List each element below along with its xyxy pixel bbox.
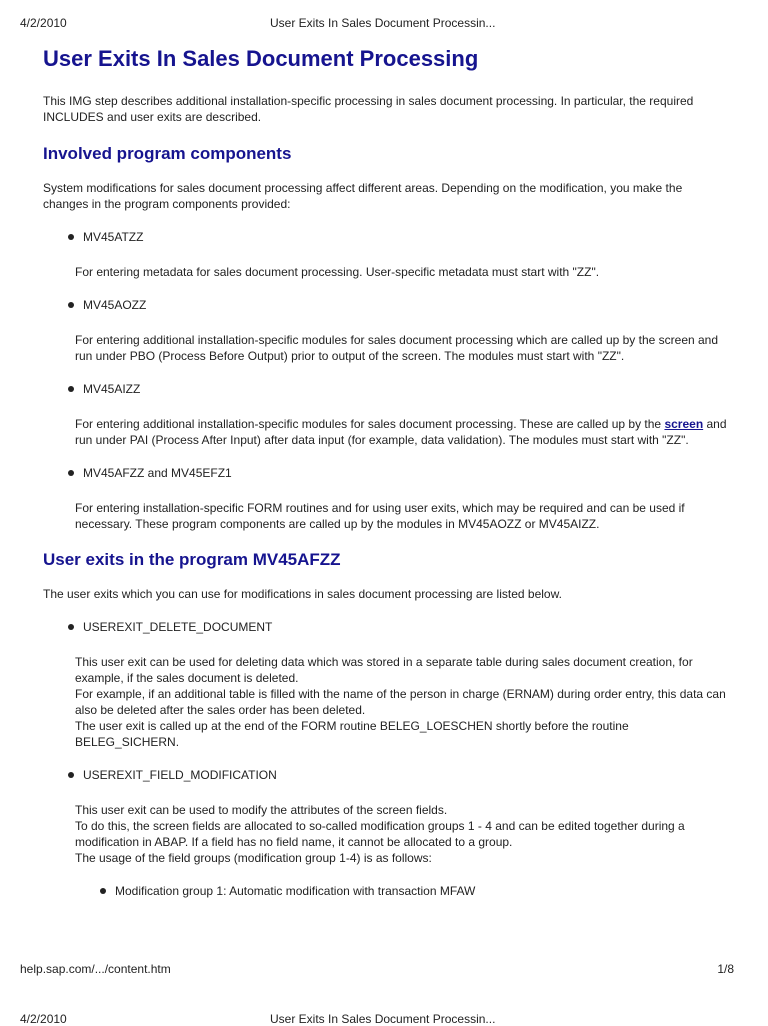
user-exit-desc <box>43 802 728 866</box>
footer-url: help.sap.com/.../content.htm <box>20 962 171 976</box>
section-heading-components: Involved program components <box>43 144 292 163</box>
user-exit-name: USEREXIT_FIELD_MODIFICATION <box>43 767 728 783</box>
header-title: User Exits In Sales Document Processin... <box>270 1012 496 1026</box>
document-body <box>43 40 728 899</box>
component-desc: For entering additional installation-specific modules for sales document processing which are called up by the screen and run under PBO (Process Before Output) prior to output of the screen. The modules must start with "ZZ". <box>75 333 719 363</box>
desc-line: To do this, the screen fields are allocated to so-called modification groups 1 - 4 and can be edited together during a modification in ABAP. If a field has no field name, it cannot be allocated to a group. <box>75 819 685 849</box>
header-date: 4/2/2010 <box>20 1012 67 1026</box>
desc-line: This user exit can be used for deleting data which was stored in a separate table during sales document creation, for example, if the sales document is deleted. <box>75 655 693 685</box>
document-title: User Exits In Sales Document Processing <box>43 46 479 71</box>
component-name: MV45ATZZ <box>43 229 728 245</box>
footer-page-number: 1/8 <box>717 962 734 976</box>
user-exit-name: USEREXIT_DELETE_DOCUMENT <box>43 619 728 635</box>
component-desc <box>43 416 728 448</box>
intro-paragraph: This IMG step describes additional installation-specific processing in sales document processing. In particular, the required INCLUDES and user exits are described. <box>43 94 694 124</box>
component-name: MV45AOZZ <box>43 297 728 313</box>
component-desc: For entering metadata for sales document processing. User-specific metadata must start with "ZZ". <box>75 265 600 279</box>
desc-line: The user exit is called up at the end of the FORM routine BELEG_LOESCHEN shortly before the routine BELEG_SICHERN. <box>75 719 629 749</box>
component-desc: For entering installation-specific FORM routines and for using user exits, which may be required and can be used if necessary. These program components are called up by the modules in MV45AOZZ or MV45AIZZ. <box>75 501 685 531</box>
desc-line: The usage of the field groups (modification group 1-4) is as follows: <box>75 851 432 865</box>
desc-line: For example, if an additional table is filled with the name of the person in charge (ERNAM) during order entry, this data can also be deleted after the sales order has been deleted. <box>75 687 726 717</box>
section-heading-user-exits: User exits in the program MV45AFZZ <box>43 550 341 569</box>
header-title: User Exits In Sales Document Processin... <box>270 16 496 30</box>
user-exits-intro: The user exits which you can use for modifications in sales document processing are listed below. <box>43 587 562 601</box>
desc-line: This user exit can be used to modify the attributes of the screen fields. <box>75 803 448 817</box>
desc-text: For entering additional installation-specific modules for sales document processing. These are called up by the <box>75 417 662 431</box>
modification-group-item: Modification group 1: Automatic modification with transaction MFAW <box>43 883 728 899</box>
component-name: MV45AIZZ <box>43 381 728 397</box>
user-exit-desc <box>43 654 728 750</box>
components-intro: System modifications for sales document processing affect different areas. Depending on the modification, you make the changes in the program components provided: <box>43 181 683 211</box>
screen-link[interactable]: screen <box>664 417 704 431</box>
header-date: 4/2/2010 <box>20 16 67 30</box>
component-name: MV45AFZZ and MV45EFZ1 <box>43 465 728 481</box>
desc-text: and run under PAI (Process After Input) after data input (for example, data validation). The modules must start with "ZZ". <box>75 417 727 447</box>
